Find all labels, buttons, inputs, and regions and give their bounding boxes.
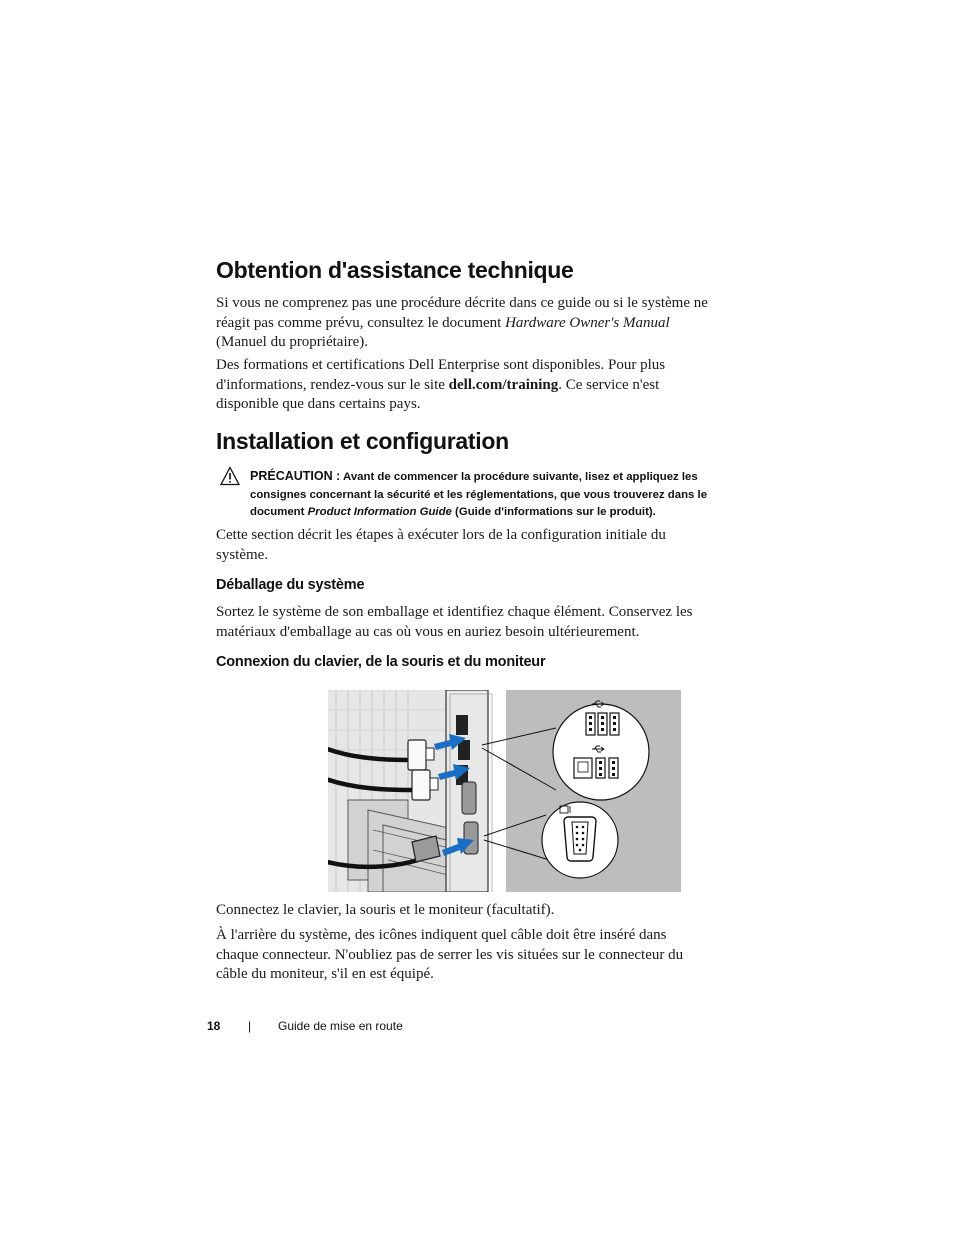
warning-triangle-icon <box>220 466 240 486</box>
paragraph-assistance-manual <box>216 294 716 353</box>
paragraph-text: (Manuel du propriétaire). <box>216 334 369 350</box>
heading-connection: Connexion du clavier, de la souris et du moniteur <box>216 654 546 670</box>
heading-installation: Installation et configuration <box>216 428 509 454</box>
footer-separator: | <box>248 1019 252 1033</box>
caution-body: Avant de commencer la procédure suivante, lisez et appliquez les consignes concernant la sécurité et les réglementations, que vous trouverez dans le document <box>250 471 708 518</box>
video-port-callout <box>542 802 618 878</box>
paragraph-text: Des formations et certifications Dell Enterprise sont disponibles. Pour plus d'informations, rendez-vous sur le site <box>216 357 666 393</box>
caution-text <box>250 468 726 522</box>
heading-technical-assistance: Obtention d'assistance technique <box>216 257 574 283</box>
connection-illustration <box>328 690 681 892</box>
training-link[interactable]: dell.com/training <box>448 376 559 393</box>
paragraph-text: . Ce service n'est disponible que dans certains pays. <box>216 376 660 412</box>
document-title: Hardware Owner's Manual <box>505 314 670 331</box>
caution-document-title: Product Information Guide <box>307 506 452 518</box>
caution-label: PRÉCAUTION : <box>250 469 341 483</box>
paragraph-connector-icons: À l'arrière du système, des icônes indiquent quel câble doit être inséré dans chaque connecteur. N'oubliez pas de serrer les vis situées sur le connecteur du câble du moniteur, s'il en est équipé. <box>216 927 684 982</box>
heading-unpacking: Déballage du système <box>216 577 365 593</box>
footer-guide-title: Guide de mise en route <box>278 1019 403 1033</box>
network-port-icon <box>574 758 592 778</box>
caution-body: (Guide d'informations sur le produit). <box>451 506 656 518</box>
page-number: 18 <box>207 1019 221 1033</box>
paragraph-training <box>216 356 716 415</box>
paragraph-unpacking: Sortez le système de son emballage et identifiez chaque élément. Conservez les matériaux d'emballage au cas où vous en auriez besoin ultérieurement. <box>216 604 693 640</box>
paragraph-installation-intro: Cette section décrit les étapes à exécuter lors de la configuration initiale du système. <box>216 527 666 563</box>
paragraph-connect-devices: Connectez le clavier, la souris et le moniteur (facultatif). <box>216 902 555 918</box>
paragraph-text: Si vous ne comprenez pas une procédure décrite dans ce guide ou si le système ne réagit pas comme prévu, consultez le document <box>216 295 708 331</box>
